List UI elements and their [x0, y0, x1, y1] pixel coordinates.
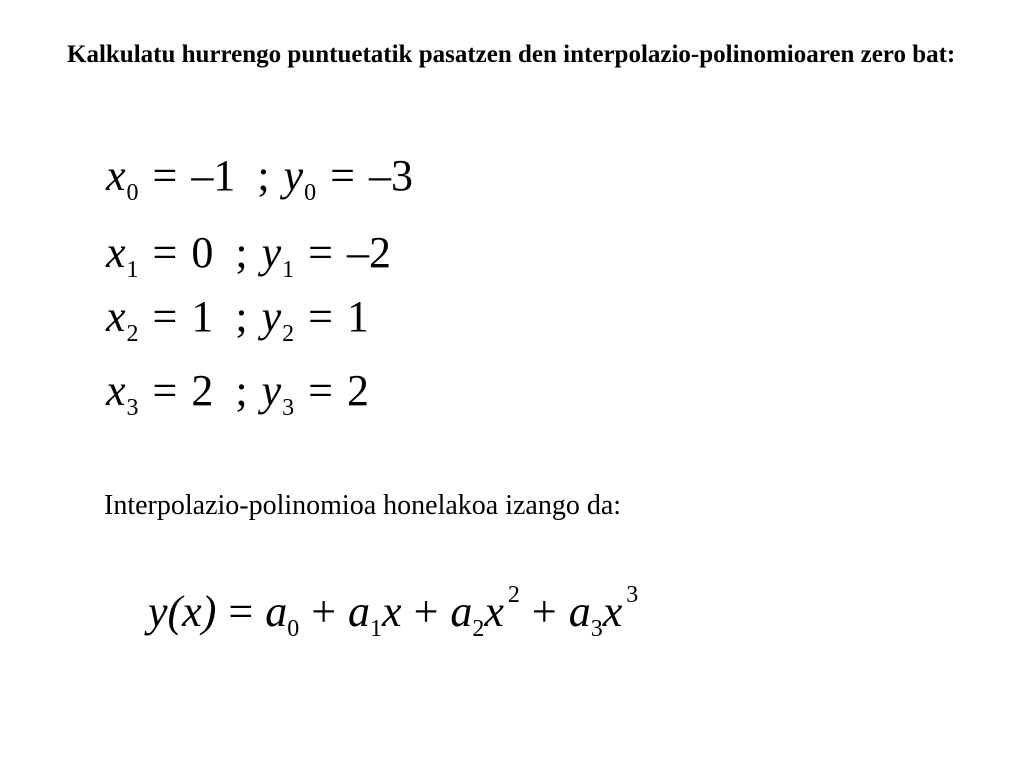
separator: ; — [257, 151, 270, 200]
y-index: 0 — [304, 180, 317, 206]
equals-sign: = — [152, 292, 178, 341]
equals-sign: = — [152, 151, 178, 200]
equals-sign: = — [308, 366, 333, 415]
x-value: 2 — [191, 366, 214, 415]
exponent: 3 — [626, 582, 639, 608]
coefficient-index: 0 — [287, 616, 300, 642]
variable-symbol: x — [484, 587, 504, 636]
x-value: 0 — [191, 228, 214, 277]
data-point-3 — [106, 367, 369, 422]
separator: ; — [235, 366, 248, 415]
polynomial-formula — [148, 582, 638, 649]
y-value: 1 — [346, 292, 369, 341]
separator: ; — [235, 228, 248, 277]
polynomial-lhs: y(x) — [148, 587, 217, 636]
data-point-1 — [106, 229, 391, 284]
intro-text: Interpolazio-polinomioa honelakoa izango da: — [104, 490, 622, 521]
x-index: 3 — [126, 395, 139, 421]
variable-symbol: x — [382, 587, 402, 636]
y-value: 2 — [346, 366, 369, 415]
y-index: 2 — [282, 321, 295, 347]
y-symbol: y — [261, 366, 282, 415]
y-symbol: y — [283, 151, 304, 200]
coefficient-symbol: a — [568, 587, 591, 636]
y-index: 1 — [282, 257, 295, 283]
x-index: 0 — [126, 180, 139, 206]
y-symbol: y — [261, 228, 282, 277]
x-value: 1 — [191, 292, 214, 341]
coefficient-index: 1 — [370, 616, 383, 642]
plus-sign: + — [311, 587, 337, 636]
equals-sign: = — [308, 228, 333, 277]
x-symbol: x — [106, 292, 126, 341]
separator: ; — [235, 292, 248, 341]
variable-symbol: x — [602, 587, 623, 636]
equals-sign: = — [308, 292, 333, 341]
x-symbol: x — [106, 366, 126, 415]
coefficient-index: 2 — [472, 616, 485, 642]
x-value: –1 — [191, 151, 236, 200]
coefficient-symbol: a — [265, 587, 288, 636]
data-point-2 — [106, 293, 369, 348]
x-symbol: x — [106, 151, 126, 200]
equals-sign: = — [330, 151, 355, 200]
problem-statement: Kalkulatu hurrengo puntuetatik pasatzen den interpolazio-polinomioaren zero bat: — [67, 41, 956, 68]
x-index: 2 — [126, 321, 139, 347]
x-index: 1 — [126, 257, 139, 283]
coefficient-symbol: a — [348, 587, 371, 636]
coefficient-symbol: a — [450, 587, 473, 636]
coefficient-index: 3 — [590, 616, 603, 642]
data-point-0 — [106, 152, 413, 207]
equals-sign: = — [228, 587, 254, 636]
equals-sign: = — [152, 228, 178, 277]
equals-sign: = — [152, 366, 178, 415]
y-value: –2 — [346, 228, 391, 277]
x-symbol: x — [106, 228, 126, 277]
y-index: 3 — [282, 395, 295, 421]
plus-sign: + — [531, 587, 557, 636]
y-value: –3 — [368, 151, 413, 200]
exponent: 2 — [507, 582, 520, 608]
y-symbol: y — [261, 292, 282, 341]
plus-sign: + — [413, 587, 439, 636]
